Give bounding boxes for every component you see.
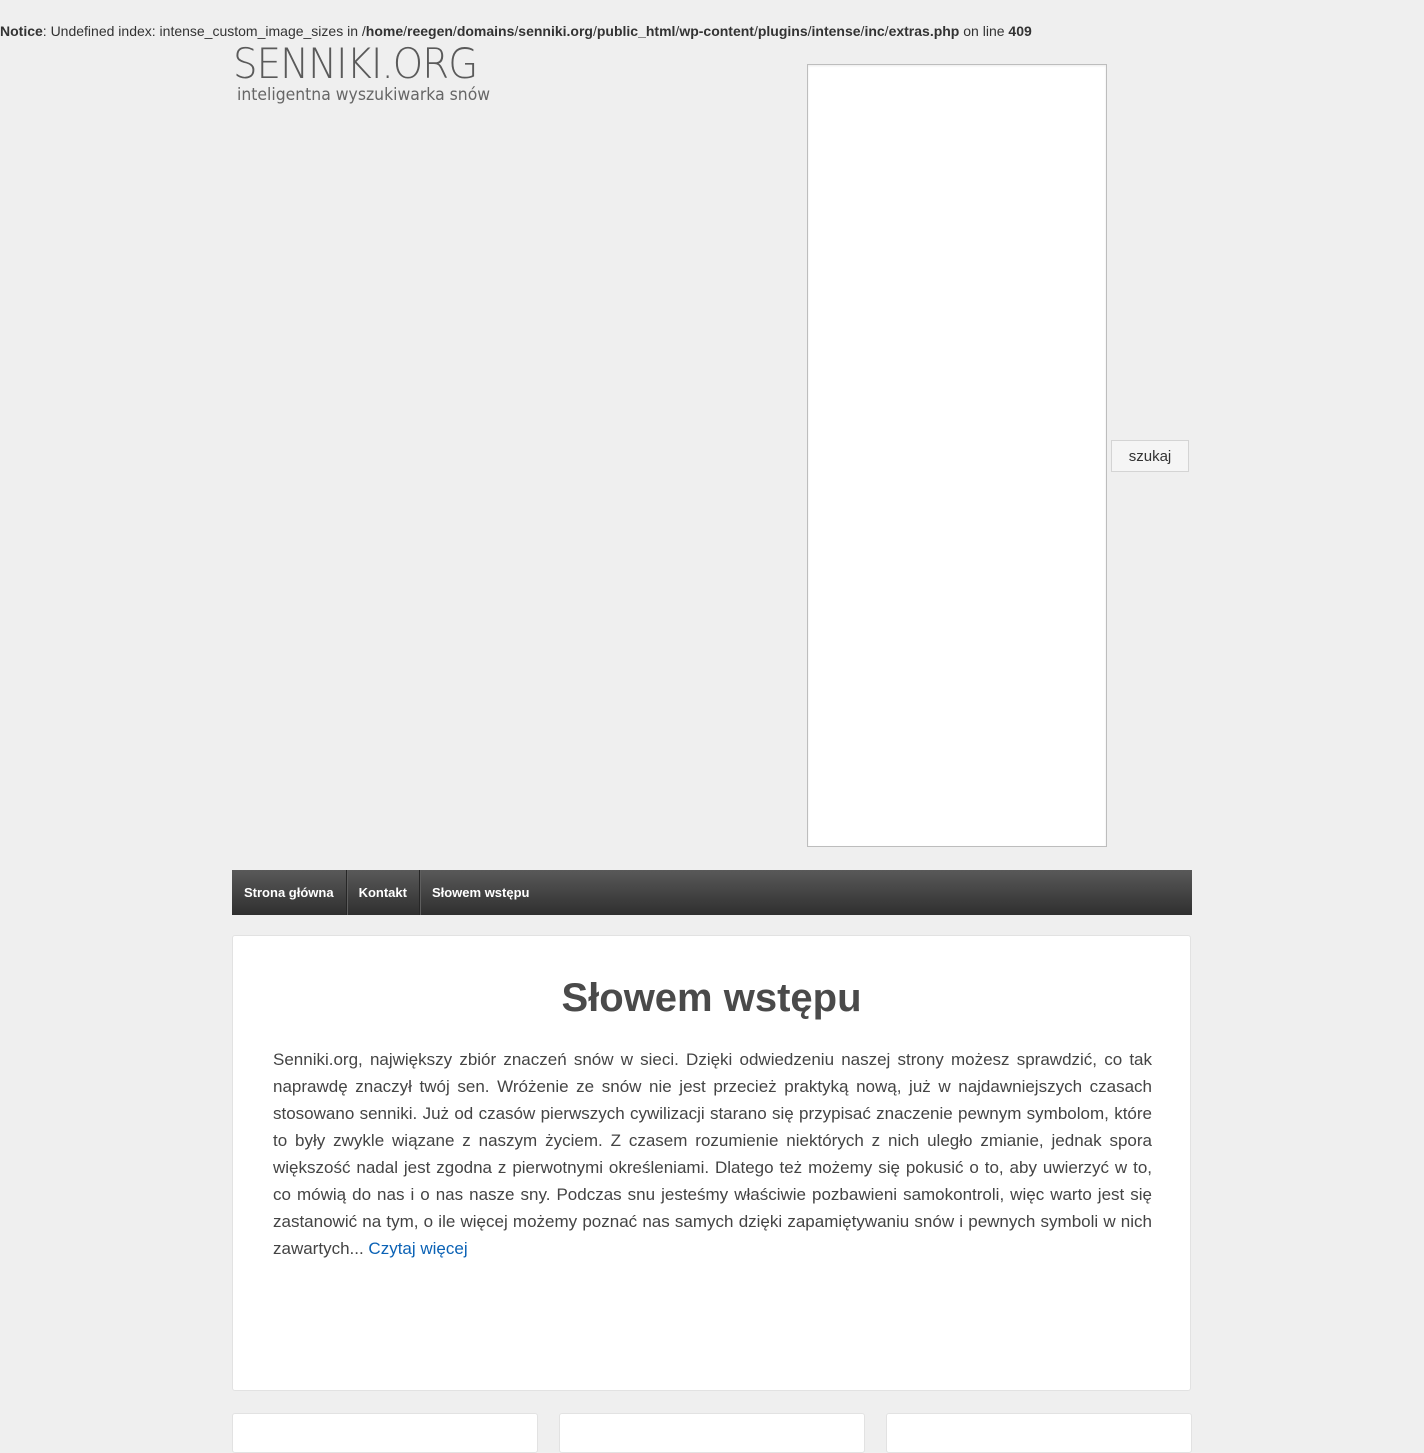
- notice-path-sep: /: [884, 23, 889, 39]
- intro-article: [232, 935, 1191, 1391]
- notice-path-sep: /: [452, 23, 457, 39]
- notice-line-number: 409: [1008, 23, 1032, 39]
- notice-path-part: inc: [864, 23, 885, 39]
- notice-path-sep: /: [675, 23, 680, 39]
- site-logo[interactable]: [233, 40, 513, 105]
- main-navigation: [232, 870, 1192, 915]
- notice-message: : Undefined index: intense_custom_image_sizes in /: [42, 23, 366, 39]
- search-button[interactable]: szukaj: [1111, 440, 1189, 472]
- article-title: Słowem wstępu: [561, 976, 862, 1020]
- php-notice: [0, 23, 1032, 39]
- notice-path-part: plugins: [757, 23, 808, 39]
- notice-label: Notice: [0, 23, 43, 39]
- nav-item-intro[interactable]: Słowem wstępu: [431, 885, 530, 900]
- notice-path-sep: /: [592, 23, 597, 39]
- notice-path-sep: /: [514, 23, 519, 39]
- nav-item-home[interactable]: Strona główna: [232, 870, 347, 915]
- post-card: [232, 1413, 538, 1453]
- notice-path-part: domains: [456, 23, 515, 39]
- post-card: [559, 1413, 865, 1453]
- article-body: [273, 1046, 1152, 1262]
- read-more-link[interactable]: Czytaj więcej: [368, 1239, 468, 1258]
- search-input[interactable]: [807, 64, 1107, 847]
- article-text: Senniki.org, największy zbiór znaczeń snów w sieci. Dzięki odwiedzeniu naszej strony możesz sprawdzić, co tak naprawdę znaczył twój sen. Wróżenie ze snów nie jest przecież praktyką nową, już w najdawniejszych czasach stosowano senniki. Już od czasów pierwszych cywilizacji starano się przypisać znaczenie pewnym symbolom, które to były zwykle wiązane z naszym życiem. Z czasem rozumienie niektórych z nich uległo zmianie, jednak spora większość nadal jest zgodna z pierwotnymi określeniami. Dlatego też możemy się pokusić o to, aby uwierzyć w to, co mówią do nas i o nas nasze sny. Podczas snu jesteśmy właściwie pozbawieni samokontroli, więc warto jest się zastanowić na tym, o ile więcej możemy poznać nas samych dzięki zapamiętywaniu snów i pewnych symboli w nich zawartych...: [273, 1050, 1152, 1258]
- notice-path-part: public_html: [596, 23, 676, 39]
- logo-title: SENNIKI.ORG: [233, 39, 478, 88]
- logo-subtitle: inteligentna wyszukiwarka snów: [237, 85, 491, 105]
- notice-path-sep: /: [807, 23, 812, 39]
- notice-line-text: on line: [959, 23, 1009, 39]
- notice-path-sep: /: [753, 23, 758, 39]
- notice-path-sep: /: [403, 23, 407, 39]
- notice-path-part: senniki.org: [518, 23, 593, 39]
- notice-path-part: wp-content: [679, 23, 754, 39]
- notice-path-sep: /: [860, 23, 865, 39]
- notice-path-part: reegen: [407, 23, 453, 39]
- post-card: [886, 1413, 1192, 1453]
- notice-path-part: home: [365, 23, 404, 39]
- notice-path-part: extras.php: [888, 23, 960, 39]
- nav-item-contact[interactable]: Kontakt: [347, 870, 420, 915]
- notice-path-part: intense: [811, 23, 861, 39]
